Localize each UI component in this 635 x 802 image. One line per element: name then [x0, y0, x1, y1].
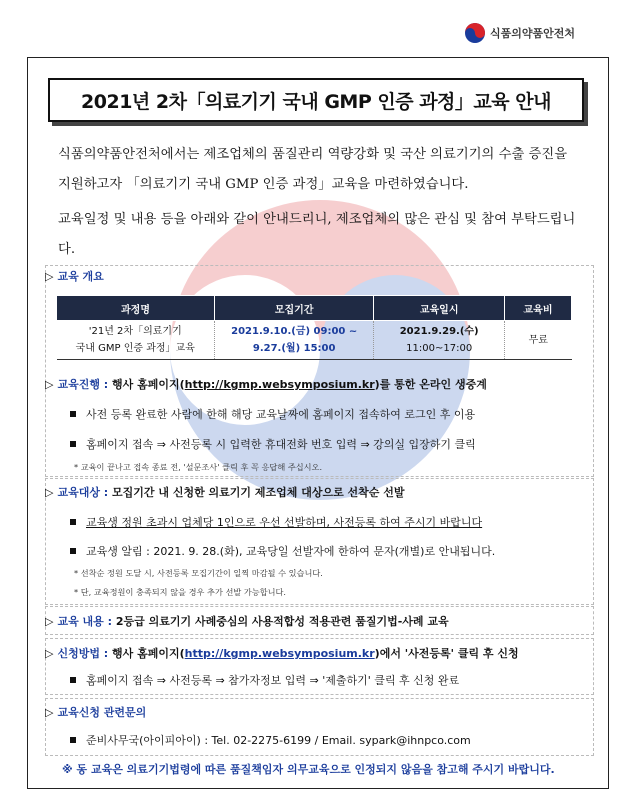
title-box: [48, 78, 584, 122]
list-item: 사전 등록 완료한 사람에 한해 해당 교육날짜에 홈페이지 접속하여 로그인 후 이용: [70, 406, 475, 422]
list-item: 홈페이지 접속 ⇒ 사전등록 ⇒ 참가자정보 입력 ⇒ '제출하기' 클릭 후 신청 완료: [70, 672, 459, 688]
note: * 교육이 끝나고 접속 종료 전, '설문조사' 클릭 후 꼭 응답해 주십시오.: [74, 462, 323, 472]
agency-name: 식품의약품안전처: [490, 27, 576, 40]
triangle-icon: ▷: [45, 615, 54, 628]
page-title: 2021년 2차「의료기기 국내 GMP 인증 과정」교육 안내: [81, 90, 551, 113]
table-header: 모집기간: [215, 296, 374, 321]
contact-heading: ▷ 교육신청 관련문의: [45, 706, 147, 719]
overview-table: [56, 295, 572, 360]
table-row: [57, 321, 572, 360]
homepage-link[interactable]: http://kgmp.websymposium.kr: [184, 378, 375, 391]
overview-heading: ▷ 교육 개요: [45, 270, 104, 283]
course-cell: '21년 2차「의료기기 국내 GMP 인증 과정」교육: [57, 321, 215, 360]
fee-cell: 무료: [505, 321, 572, 360]
note: * 선착순 정원 도달 시, 사전등록 모집기간이 일찍 마감될 수 있습니다.: [74, 568, 323, 578]
footer-notice: ※ 동 교육은 의료기기법령에 따른 품질책임자 의무교육으로 인정되지 않음을 참고해 주시기 바랍니다.: [62, 763, 555, 776]
table-header: 교육비: [505, 296, 572, 321]
list-item: 교육생 알림 : 2021. 9. 28.(화), 교육당일 선발자에 한하여 문자(개별)로 안내됩니다.: [70, 543, 495, 559]
target-heading: ▷ 교육대상 : 모집기간 내 신청한 의료기기 제조업체 대상으로 선착순 선발: [45, 486, 405, 499]
note: * 단, 교육정원이 충족되지 않을 경우 추가 선발 가능합니다.: [74, 587, 287, 597]
list-item: 교육생 정원 초과시 업체당 1인으로 우선 선발하며, 사전등록 하여 주시기 바랍니다: [70, 514, 482, 530]
progress-heading: ▷ 교육진행 : 행사 홈페이지(http://kgmp.websymposium.kr)를 통한 온라인 생중계: [45, 378, 487, 391]
triangle-icon: ▷: [45, 378, 54, 391]
content-heading: ▷ 교육 내용 : 2등급 의료기기 사례중심의 사용적합성 적용관련 품질기법-사례 교육: [45, 615, 449, 628]
triangle-icon: ▷: [45, 270, 54, 283]
list-item: 홈페이지 접속 ⇒ 사전등록 시 입력한 휴대전화 번호 입력 ⇒ 강의실 입장하기 클릭: [70, 436, 476, 452]
table-header: 교육일시: [374, 296, 505, 321]
triangle-icon: ▷: [45, 706, 54, 719]
list-item: 준비사무국(아이피아이) : Tel. 02-2275-6199 / Email. sypark@ihnpco.com: [70, 732, 471, 748]
taegeuk-logo-icon: [464, 22, 486, 44]
triangle-icon: ▷: [45, 647, 54, 660]
period-cell: 2021.9.10.(금) 09:00 ~ 9.27.(월) 15:00: [215, 321, 374, 360]
date-cell: 2021.9.29.(수) 11:00~17:00: [374, 321, 505, 360]
intro-paragraph-1: 식품의약품안전처에서는 제조업체의 품질관리 역량강화 및 국산 의료기기의 수출 증진을 지원하고자 「의료기기 국내 GMP 인증 과정」교육을 마련하였습니다.: [58, 147, 568, 192]
homepage-link[interactable]: http://kgmp.websymposium.kr: [184, 647, 375, 660]
apply-heading: ▷ 신청방법 : 행사 홈페이지(http://kgmp.websymposium.kr)에서 '사전등록' 클릭 후 신청: [45, 647, 519, 660]
triangle-icon: ▷: [45, 486, 54, 499]
agency-logo: [464, 22, 575, 44]
table-header: 과정명: [57, 296, 215, 321]
intro-paragraph-2: 교육일정 및 내용 등을 아래와 같이 안내드리니, 제조업체의 많은 관심 및 참여 부탁드립니다.: [58, 212, 576, 257]
